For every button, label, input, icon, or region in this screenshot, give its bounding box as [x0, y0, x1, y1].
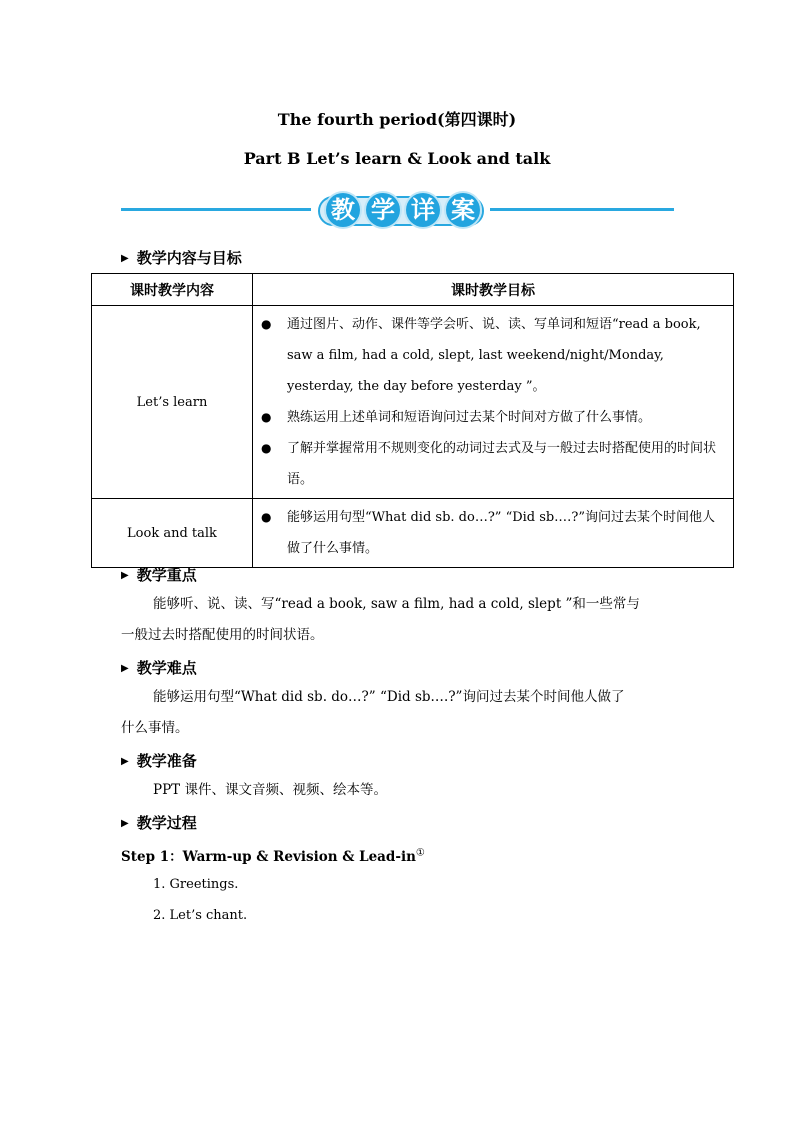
banner-char: 案	[446, 193, 480, 227]
key-points-text-line: 一般过去时搭配使用的时间状语。	[121, 627, 324, 643]
key-points-text-line: 能够听、说、读、写“read a book, saw a film, had a cold, slept ”和一些常与	[153, 596, 640, 612]
difficulties-text-line: 能够运用句型“What did sb. do…?” “Did sb.…?”询问过去某个时间他人做了	[153, 689, 625, 705]
goal-item: ● 能够运用句型“What did sb. do…?” “Did sb.…?”询问过去某个时间他人做了什么事情。	[261, 502, 727, 564]
page-title: The fourth period(第四课时)	[277, 110, 517, 129]
section-heading-difficulties: ▶ 教学难点	[121, 659, 197, 677]
bullet-dot-icon: ●	[261, 410, 272, 424]
banner-line-right	[490, 208, 674, 211]
triangle-bullet-icon: ▶	[121, 570, 129, 581]
bullet-dot-icon: ●	[261, 510, 272, 524]
table-header: 课时教学目标	[253, 274, 734, 306]
step-1-heading: Step 1：Warm-up & Revision & Lead-in①	[121, 847, 425, 865]
table-row	[92, 499, 734, 568]
difficulties-text-line: 什么事情。	[121, 720, 189, 736]
triangle-bullet-icon: ▶	[121, 253, 129, 264]
section-heading-preparation: ▶ 教学准备	[121, 752, 197, 770]
section-heading-content-goals: ▶ 教学内容与目标	[121, 249, 242, 267]
bullet-dot-icon: ●	[261, 441, 272, 455]
preparation-text: PPT 课件、课文音频、视频、绘本等。	[153, 782, 387, 798]
table-header-row	[92, 274, 734, 306]
triangle-bullet-icon: ▶	[121, 756, 129, 767]
table-cell-content: Look and talk	[92, 499, 253, 568]
bullet-dot-icon: ●	[261, 317, 272, 331]
section-heading-key-points: ▶ 教学重点	[121, 566, 197, 584]
page-subtitle: Part B Let’s learn & Look and talk	[243, 149, 551, 168]
banner-char: 学	[366, 193, 400, 227]
section-heading-process: ▶ 教学过程	[121, 814, 197, 832]
step-item: 2. Let’s chant.	[153, 908, 248, 923]
goal-item: ● 通过图片、动作、课件等学会听、说、读、写单词和短语“read a book, saw a film, had a cold, slept, last weekend/night/Monday, yesterday, the day before yesterday ”。	[261, 309, 727, 402]
banner-char: 教	[326, 193, 360, 227]
goal-item: ● 了解并掌握常用不规则变化的动词过去式及与一般过去时搭配使用的时间状语。	[261, 433, 727, 495]
table-row	[92, 306, 734, 499]
banner-line-left	[121, 208, 311, 211]
triangle-bullet-icon: ▶	[121, 663, 129, 674]
goal-item: ● 熟练运用上述单词和短语询问过去某个时间对方做了什么事情。	[261, 402, 727, 433]
goals-table	[91, 273, 734, 568]
triangle-bullet-icon: ▶	[121, 818, 129, 829]
step-item: 1. Greetings.	[153, 877, 239, 892]
banner-char: 详	[406, 193, 440, 227]
table-cell-goals	[253, 306, 734, 499]
teaching-plan-banner	[308, 193, 494, 229]
table-cell-goals	[253, 499, 734, 568]
footnote-mark: ①	[415, 847, 425, 859]
table-cell-content: Let’s learn	[92, 306, 253, 499]
table-header: 课时教学内容	[92, 274, 253, 306]
